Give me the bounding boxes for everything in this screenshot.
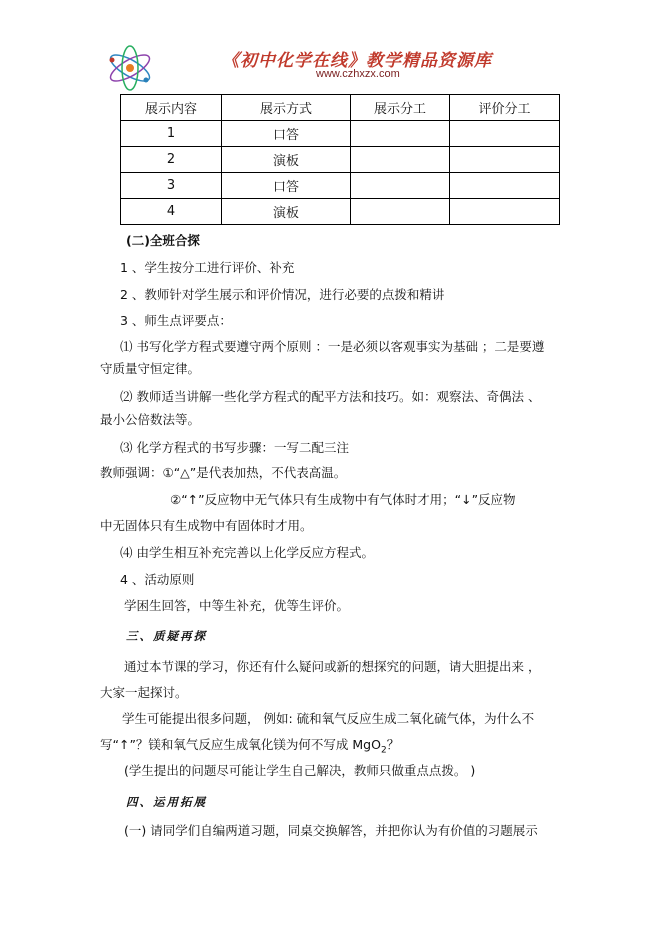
table-row — [121, 147, 560, 173]
paragraph: 学生可能提出很多问题， 例如: 硫和氧气反应生成二氧化硫气体，为什么不 — [122, 711, 535, 726]
paragraph: 4 、活动原则 — [120, 572, 195, 587]
table-cell: 1 — [121, 121, 222, 147]
table-cell — [351, 199, 450, 225]
paragraph: 中无固体只有生成物中有固体时才用。 — [100, 518, 313, 533]
atom-logo-icon — [104, 42, 156, 94]
paragraph: (一) 请同学们自编两道习题，同桌交换解答，并把你认为有价值的习题展示 — [124, 823, 538, 838]
table-header-cell: 展示分工 — [351, 95, 450, 121]
table-cell: 口答 — [222, 121, 351, 147]
paragraph: ⑶ 化学方程式的书写步骤：一写二配三注 — [120, 440, 349, 455]
table-cell — [351, 147, 450, 173]
paragraph: ⑷ 由学生相互补充完善以上化学反应方程式。 — [120, 545, 374, 560]
table-cell: 3 — [121, 173, 222, 199]
paragraph: ⑴ 书写化学方程式要遵守两个原则 ：一是必须以客观事实为基础 ；二是要遵 — [120, 339, 545, 354]
banner-url: www.czhxzx.com — [316, 68, 400, 80]
paragraph: 最小公倍数法等。 — [100, 412, 201, 427]
paragraph-text: 写“↑”？镁和氧气反应生成氧化镁为何不写成 MgO — [100, 737, 381, 752]
table-cell: 演板 — [222, 199, 351, 225]
table-row — [121, 121, 560, 147]
paragraph: 教师强调：①“△”是代表加热，不代表高温。 — [100, 465, 347, 480]
table-cell: 4 — [121, 199, 222, 225]
table-cell — [450, 199, 560, 225]
paragraph: 大家一起探讨。 — [100, 685, 188, 700]
paragraph: 学困生回答，中等生补充，优等生评价。 — [124, 598, 350, 613]
table-cell: 2 — [121, 147, 222, 173]
table-header-cell: 展示方式 — [222, 95, 351, 121]
table-cell: 演板 — [222, 147, 351, 173]
section-2-heading: (二)全班合探 — [126, 233, 200, 248]
section-4-heading: 四、运用拓展 — [126, 795, 207, 809]
table-cell — [351, 173, 450, 199]
paragraph: 1 、学生按分工进行评价、补充 — [120, 260, 295, 275]
table-cell — [450, 147, 560, 173]
table-row — [121, 173, 560, 199]
table-header-row — [121, 95, 560, 121]
paragraph: ⑵ 教师适当讲解一些化学方程式的配平方法和技巧。如：观察法、奇偶法 、 — [120, 389, 541, 404]
paragraph-text: ？ — [386, 737, 400, 752]
header-banner — [104, 42, 560, 94]
paragraph: ②“↑”反应物中无气体只有生成物中有气体时才用；“↓”反应物 — [170, 492, 516, 507]
table-row — [121, 199, 560, 225]
paragraph: 3 、师生点评要点： — [120, 313, 232, 328]
subscript: 2 — [380, 745, 387, 756]
table-cell — [450, 173, 560, 199]
table-header-cell: 展示内容 — [121, 95, 222, 121]
paragraph: (学生提出的问题尽可能让学生自己解决，教师只做重点点拨。 ) — [124, 763, 476, 778]
banner-title: 《初中化学在线》教学精品资源库 — [222, 51, 492, 71]
presentation-table — [120, 94, 560, 225]
table-header-cell: 评价分工 — [450, 95, 560, 121]
table-cell — [351, 121, 450, 147]
paragraph: 2 、教师针对学生展示和评价情况，进行必要的点拨和精讲 — [120, 287, 445, 302]
section-3-heading: 三、质疑再探 — [126, 629, 207, 643]
table-cell — [450, 121, 560, 147]
paragraph: 通过本节课的学习，你还有什么疑问或新的想探究的问题，请大胆提出来 ， — [124, 659, 541, 674]
table-cell: 口答 — [222, 173, 351, 199]
paragraph — [100, 737, 399, 759]
paragraph: 守质量守恒定律。 — [100, 361, 201, 376]
